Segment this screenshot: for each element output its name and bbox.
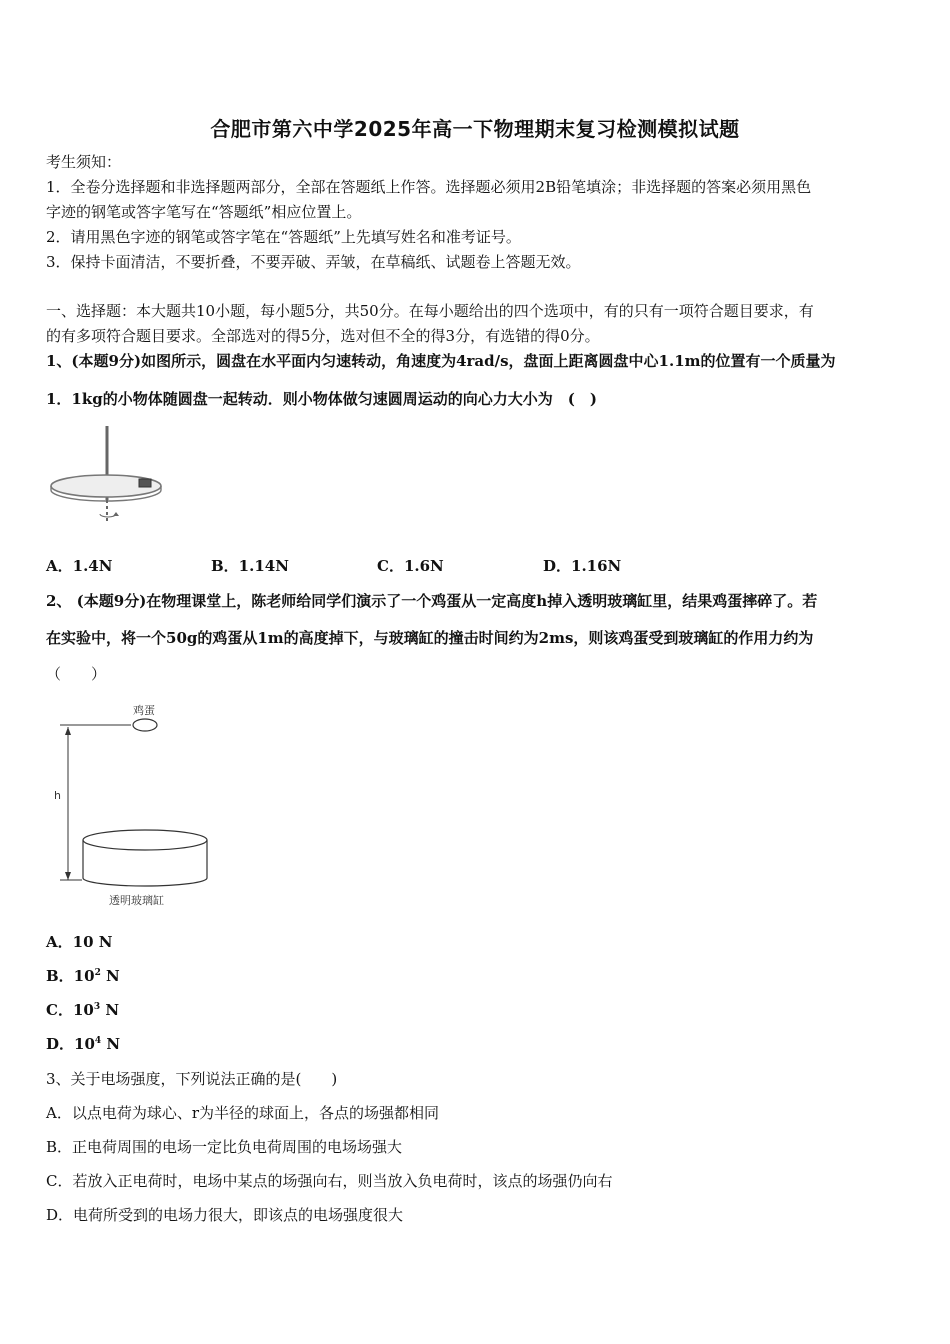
q1-option-d: D．1.16N: [543, 557, 622, 575]
notice-heading: 考生须知：: [46, 153, 122, 171]
egg-drop-figure: [46, 700, 216, 910]
q3-option-a: A．以点电荷为球心、r为半径的球面上，各点的场强都相同: [46, 1104, 440, 1122]
height-label: h: [54, 789, 61, 802]
notice-item: 2．请用黑色字迹的钢笔或答字笔在“答题纸”上先填写姓名和准考证号。: [46, 228, 521, 246]
question-1-stem: 1．1kg的小物体随圆盘一起转动．则小物体做匀速圆周运动的向心力大小为 ( ): [46, 390, 597, 408]
section-intro: 一、选择题：本大题共10小题，每小题5分，共50分。在每小题给出的四个选项中，有的只有一项符合题目要求，有: [46, 302, 814, 320]
q1-option-b: B．1.14N: [211, 557, 289, 575]
notice-item: 字迹的钢笔或答字笔写在“答题纸”相应位置上。: [46, 203, 362, 221]
q3-option-c: C．若放入正电荷时，电场中某点的场强向右，则当放入负电荷时，该点的场强仍向右: [46, 1172, 613, 1190]
rotating-disk-figure: [46, 424, 168, 530]
q2-option-c: C．$10^3$ N: [46, 1001, 120, 1019]
question-2-stem: 2、 (本题9分)在物理课堂上，陈老师给同学们演示了一个鸡蛋从一定高度h掉入透明玻璃缸里，结果鸡蛋摔碎了。若: [46, 592, 818, 610]
q1-option-a: A．1.4N: [46, 557, 113, 575]
q3-option-d: D．电荷所受到的电场力很大，即该点的电场强度很大: [46, 1206, 404, 1224]
question-2-stem: （ ）: [46, 665, 107, 683]
question-2-stem: 在实验中，将一个50g的鸡蛋从1m的高度掉下，与玻璃缸的撞击时间约为2ms，则该鸡蛋受到玻璃缸的作用力约为: [46, 629, 814, 647]
egg-label: 鸡蛋: [133, 704, 155, 717]
notice-item: 3．保持卡面清洁，不要折叠，不要弄破、弄皱，在草稿纸、试题卷上答题无效。: [46, 253, 581, 271]
q2-option-d: D．$10^4$ N: [46, 1035, 121, 1053]
question-3-stem: 3、关于电场强度，下列说法正确的是( ): [46, 1070, 338, 1088]
section-intro: 的有多项符合题目要求。全部选对的得5分，选对但不全的得3分，有选错的得0分。: [46, 327, 600, 345]
q1-option-c: C．1.6N: [377, 557, 444, 575]
tank-label: 透明玻璃缸: [109, 894, 164, 907]
notice-item: 1．全卷分选择题和非选择题两部分，全部在答题纸上作答。选择题必须用2B铅笔填涂；非选择题的答案必须用黑色: [46, 178, 812, 196]
page-title: 合肥市第六中学2025年高一下物理期末复习检测模拟试题: [210, 117, 740, 141]
q2-option-b: B．$10^2$ N: [46, 967, 120, 985]
q3-option-b: B．正电荷周围的电场一定比负电荷周围的电场场强大: [46, 1138, 403, 1156]
question-1-stem: 1、(本题9分)如图所示，圆盘在水平面内匀速转动，角速度为4rad/s，盘面上距离圆盘中心1.1m的位置有一个质量为: [46, 352, 836, 370]
q2-option-a: A．10 N: [46, 933, 113, 951]
